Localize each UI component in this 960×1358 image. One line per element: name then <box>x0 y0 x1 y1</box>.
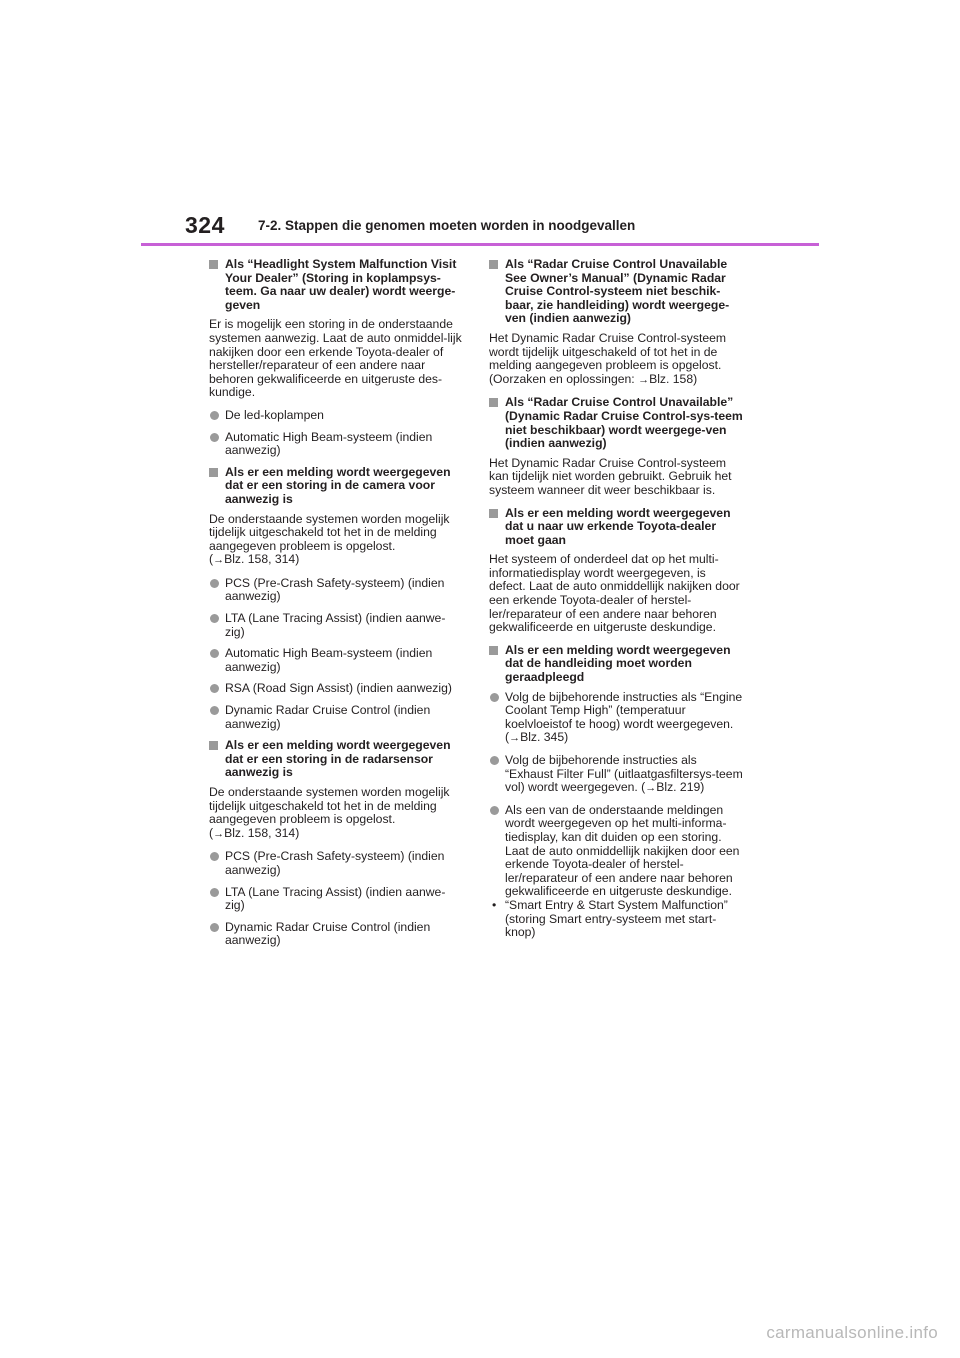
round-bullet-icon <box>490 693 499 702</box>
paragraph-text: Het Dynamic Radar Cruise Control-systeem kan tijdelijk niet worden gebruikt. Gebruik het systeem wanneer dit weer beschikbaar is. <box>489 455 732 497</box>
square-bullet-icon <box>489 509 498 518</box>
section-heading <box>209 466 465 507</box>
section-heading <box>209 258 465 312</box>
list-item-text: Automatic High Beam-systeem (indien aanwezig) <box>225 429 433 458</box>
round-bullet-icon <box>210 852 219 861</box>
heading-text: Als er een melding wordt weergegeven dat de handleiding moet worden geraadpleegd <box>505 642 731 685</box>
paragraph <box>209 513 465 568</box>
list-item-text: LTA (Lane Tracing Assist) (indien aanwe-zig) <box>225 884 446 913</box>
list-item <box>489 691 745 746</box>
dot-marker: • <box>492 897 497 912</box>
paragraph-text: De onderstaande systemen worden mogelijk tijdelijk uitgeschakeld tot het in de melding aangegeven probleem is opgelost. <box>209 511 450 553</box>
square-bullet-icon <box>489 398 498 407</box>
paragraph <box>209 318 465 400</box>
page-reference: Blz. 158) <box>649 371 698 386</box>
page-reference: Blz. 345) <box>520 730 569 745</box>
list-item <box>209 886 465 913</box>
paragraph-text: Er is mogelijk een storing in de onderstaande systemen aanwezig. Laat de auto onmiddel-lijk nakijken door een erkende Toyota-dealer of hersteller/reparateur of een andere naar behoren gekwalificeerde en uitgeruste des-kundige. <box>209 317 462 400</box>
list-item-text: LTA (Lane Tracing Assist) (indien aanwe-zig) <box>225 611 446 639</box>
list-item-text: PCS (Pre-Crash Safety-systeem) (indien aanwezig) <box>225 575 445 604</box>
page-header <box>0 0 960 250</box>
arrow-icon: → <box>509 732 521 745</box>
list-item <box>209 409 465 423</box>
round-bullet-icon <box>210 684 219 693</box>
header-divider <box>141 243 819 246</box>
list-item-text: De led-koplampen <box>225 407 324 422</box>
section-heading <box>489 644 745 685</box>
section-heading <box>489 507 745 548</box>
round-bullet-icon <box>490 756 499 765</box>
list-item <box>209 577 465 604</box>
page-reference: Blz. 219) <box>656 780 705 795</box>
list-item <box>209 647 465 674</box>
paragraph <box>489 553 745 635</box>
list-item-text: RSA (Road Sign Assist) (indien aanwezig) <box>225 681 452 696</box>
square-bullet-icon <box>209 468 218 477</box>
list-item-text: Als een van de onderstaande meldingen wordt weergegeven op het multi-informa-tiedisplay, kan dit duiden op een storing. Laat de auto onmiddellijk nakijken door een erkende Toyota-dealer of herstel-ler/reparateur of een andere naar behoren gekwalificeerde en uitgeruste deskundige. <box>505 802 740 899</box>
square-bullet-icon <box>209 741 218 750</box>
paragraph-text: De onderstaande systemen worden mogelijk tijdelijk uitgeschakeld tot het in de melding aangegeven probleem is opgelost. <box>209 785 450 827</box>
list-item-text: Dynamic Radar Cruise Control (indien aanwezig) <box>225 919 431 948</box>
round-bullet-icon <box>210 706 219 715</box>
section-heading <box>489 396 745 450</box>
page-number: 324 <box>185 212 225 238</box>
square-bullet-icon <box>209 260 218 269</box>
arrow-icon: → <box>213 827 225 840</box>
list-item <box>489 804 745 899</box>
page-reference: Blz. 158, 314) <box>224 825 300 840</box>
list-item <box>209 682 465 696</box>
section-heading <box>489 258 745 326</box>
round-bullet-icon <box>490 806 499 815</box>
heading-text: Als er een melding wordt weergegeven dat er een storing in de radarsensor aanwezig is <box>225 738 451 780</box>
paragraph-text: Het Dynamic Radar Cruise Control-systeem wordt tijdelijk uitgeschakeld of tot het in de melding aangegeven probleem is opgelost. (Oorzaken en oplossingen: <box>489 330 727 386</box>
ref-open: ( <box>209 552 214 567</box>
list-item-text: Automatic High Beam-systeem (indien aanwezig) <box>225 646 433 674</box>
section-title: 7-2. Stappen die genomen moeten worden in noodgevallen <box>258 218 636 233</box>
list-item <box>209 921 465 948</box>
page-reference: Blz. 158, 314) <box>224 552 300 567</box>
list-item <box>209 612 465 639</box>
list-item <box>209 850 465 877</box>
list-item <box>489 754 745 796</box>
list-item <box>209 431 465 458</box>
heading-text: Als “Radar Cruise Control Unavailable See Owner’s Manual” (Dynamic Radar Cruise Control-systeem niet beschik-baar, zie handleiding) wordt weergege-ven (indien aanwezig) <box>505 257 730 326</box>
round-bullet-icon <box>210 888 219 897</box>
arrow-icon: → <box>213 554 225 567</box>
paragraph <box>489 457 745 498</box>
right-column <box>489 258 745 940</box>
list-item-text: Dynamic Radar Cruise Control (indien aanwezig) <box>225 703 431 731</box>
list-item-text: Volg de bijbehorende instructies als “Engine Coolant Temp High” (temperatuur koelvloeistof te hoog) wordt weergegeven. <box>505 689 743 731</box>
paragraph-text: Het systeem of onderdeel dat op het multi-informatiedisplay wordt weergegeven, is defect. Laat de auto onmiddellijk nakijken door een erkende Toyota-dealer of herstel-ler/reparateur of een andere naar behoren gekwalificeerde en uitgeruste deskundige. <box>489 552 740 635</box>
paragraph <box>489 332 745 387</box>
heading-text: Als er een melding wordt weergegeven dat er een storing in de camera voor aanwezig is <box>225 464 451 506</box>
arrow-icon: → <box>638 373 650 386</box>
round-bullet-icon <box>210 411 219 420</box>
section-heading <box>209 739 465 780</box>
list-item-text: Volg de bijbehorende instructies als “Exhaust Filter Full” (uitlaatgasfiltersys-teem vol) wordt weergegeven. ( <box>505 753 743 795</box>
list-item <box>209 704 465 731</box>
round-bullet-icon <box>210 649 219 658</box>
sub-list-item-text: “Smart Entry & Start System Malfunction” (storing Smart entry-systeem met start-knop) <box>505 897 728 940</box>
left-column <box>209 258 465 956</box>
heading-text: Als “Radar Cruise Control Unavailable” (Dynamic Radar Cruise Control-sys-teem niet beschikbaar) wordt weergege-ven (indien aanwezig) <box>505 395 743 451</box>
list-item-text: PCS (Pre-Crash Safety-systeem) (indien aanwezig) <box>225 849 445 877</box>
paragraph <box>209 786 465 841</box>
square-bullet-icon <box>489 260 498 269</box>
arrow-icon: → <box>645 782 657 795</box>
heading-text: Als “Headlight System Malfunction Visit Your Dealer” (Storing in koplampsys-teem. Ga naar uw dealer) wordt weerge-geven <box>225 257 457 312</box>
round-bullet-icon <box>210 614 219 623</box>
square-bullet-icon <box>489 646 498 655</box>
ref-open: ( <box>505 730 510 745</box>
round-bullet-icon <box>210 433 219 442</box>
sub-list-item <box>489 899 745 940</box>
round-bullet-icon <box>210 579 219 588</box>
watermark: carmanualsonline.info <box>766 1323 938 1342</box>
round-bullet-icon <box>210 923 219 932</box>
heading-text: Als er een melding wordt weergegeven dat u naar uw erkende Toyota-dealer moet gaan <box>505 505 731 547</box>
ref-open: ( <box>209 825 214 840</box>
